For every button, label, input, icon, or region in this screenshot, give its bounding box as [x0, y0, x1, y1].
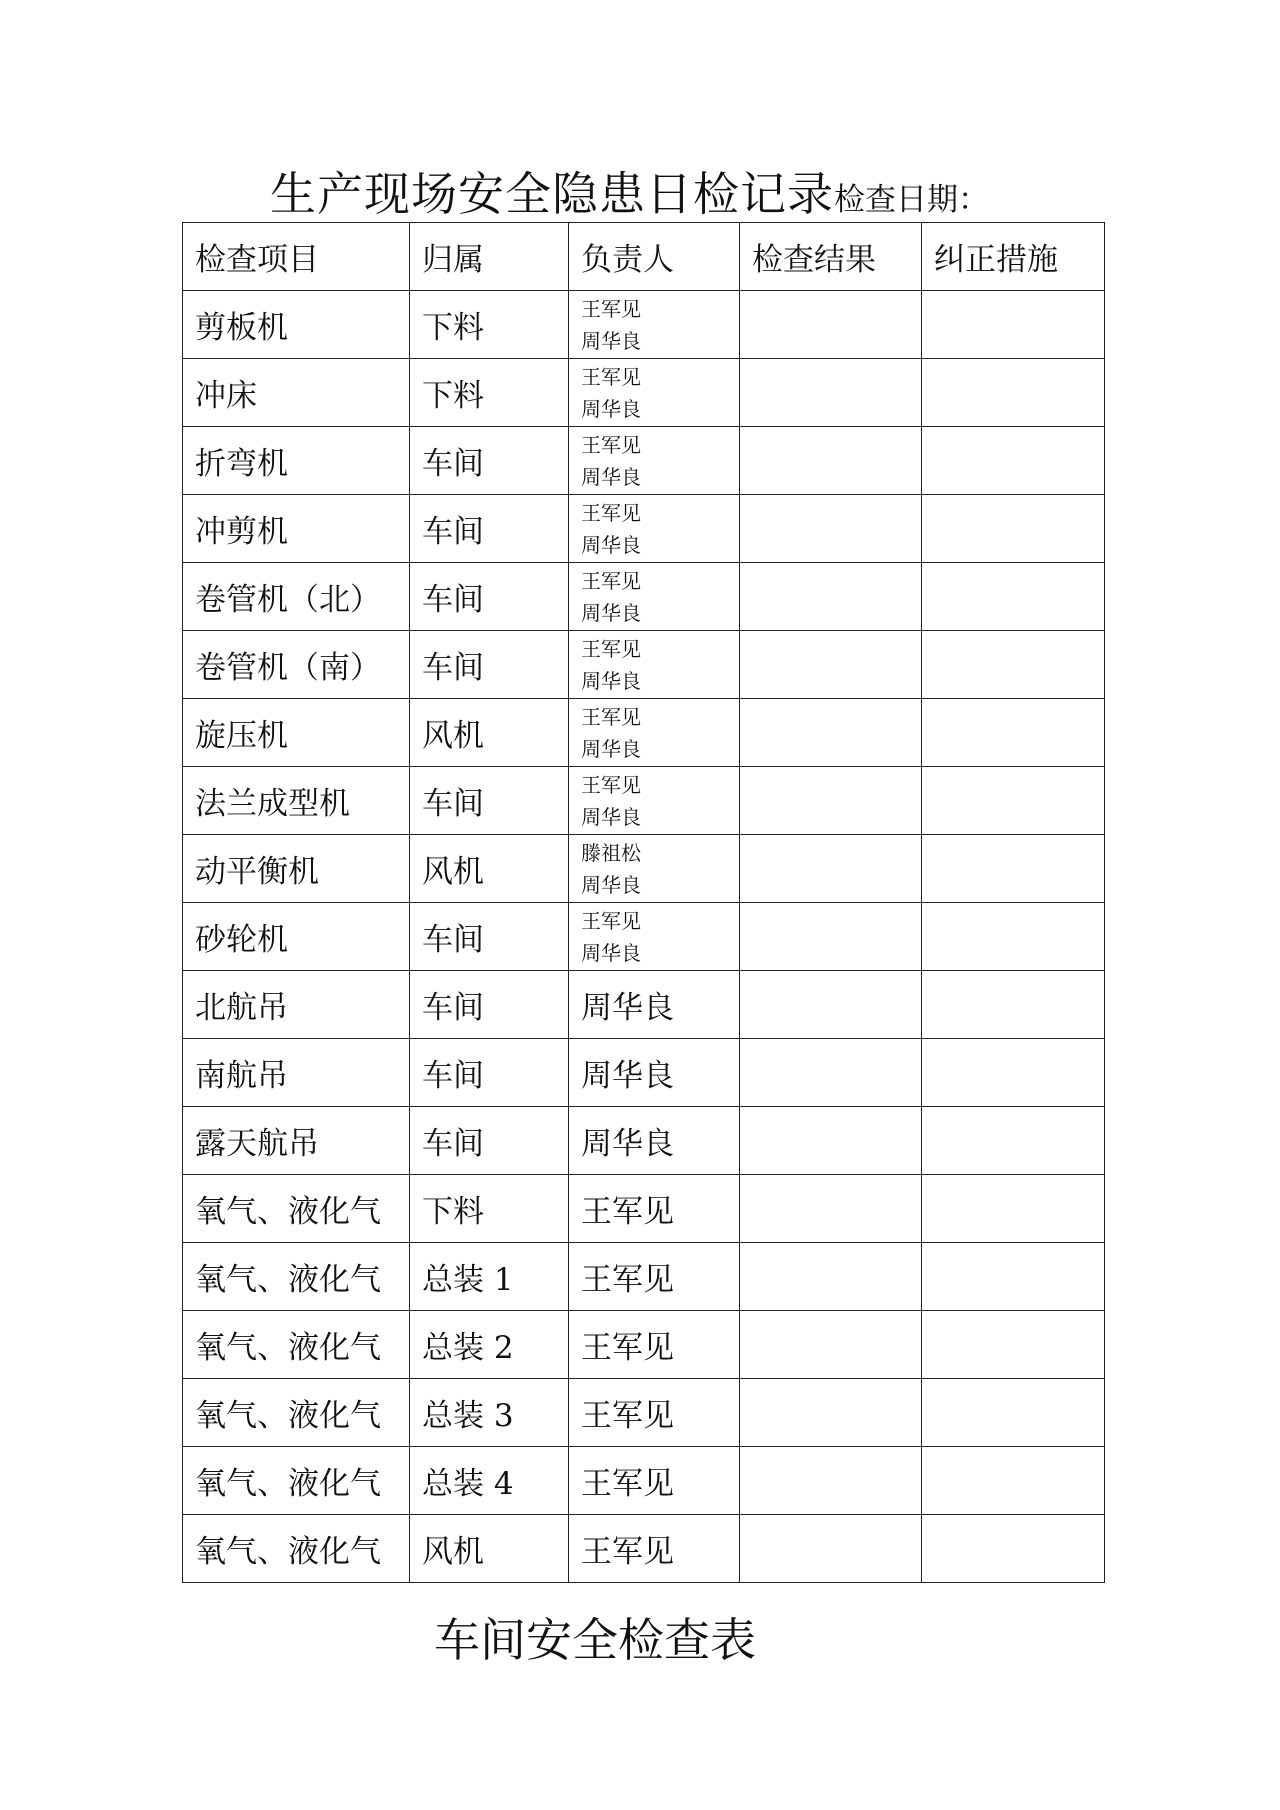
- cell-item: 露天航吊: [183, 1107, 410, 1175]
- owner-name: 周华良: [581, 464, 641, 489]
- owner-name: 王军见: [581, 364, 641, 389]
- cell-item: 氧气、液化气: [183, 1311, 410, 1379]
- cell-group: 下料: [410, 291, 569, 359]
- cell-result: [740, 1039, 922, 1107]
- table-row: [183, 631, 1105, 699]
- column-header-owner: 负责人: [569, 223, 740, 291]
- cell-fix: [922, 971, 1105, 1039]
- cell-fix: [922, 291, 1105, 359]
- cell-result: [740, 427, 922, 495]
- cell-group: 车间: [410, 1107, 569, 1175]
- cell-result: [740, 1447, 922, 1515]
- owner-name: 滕祖松: [581, 840, 641, 865]
- column-header-item: 检查项目: [183, 223, 410, 291]
- table-row: [183, 1107, 1105, 1175]
- cell-group: 车间: [410, 1039, 569, 1107]
- cell-owner: [569, 699, 740, 767]
- table-row: [183, 1447, 1105, 1515]
- cell-owner: [569, 631, 740, 699]
- cell-fix: [922, 1243, 1105, 1311]
- table-row: [183, 563, 1105, 631]
- cell-fix: [922, 903, 1105, 971]
- cell-item: 卷管机（北）: [183, 563, 410, 631]
- cell-fix: [922, 1515, 1105, 1583]
- cell-result: [740, 631, 922, 699]
- cell-group: 下料: [410, 1175, 569, 1243]
- cell-group: 总装 3: [410, 1379, 569, 1447]
- owner-name: 周华良: [581, 328, 641, 353]
- cell-group: 风机: [410, 699, 569, 767]
- cell-owner: 王军见: [569, 1379, 740, 1447]
- cell-item: 北航吊: [183, 971, 410, 1039]
- cell-fix: [922, 495, 1105, 563]
- cell-group: 车间: [410, 427, 569, 495]
- owner-name: 王军见: [581, 636, 641, 661]
- cell-fix: [922, 699, 1105, 767]
- table-row: [183, 971, 1105, 1039]
- cell-group: 车间: [410, 495, 569, 563]
- owner-name: 王军见: [581, 772, 641, 797]
- table-row: [183, 903, 1105, 971]
- owner-name: 周华良: [581, 396, 641, 421]
- table-row: [183, 1379, 1105, 1447]
- owner-name: 王军见: [581, 432, 641, 457]
- cell-fix: [922, 1311, 1105, 1379]
- cell-owner: 周华良: [569, 1107, 740, 1175]
- table-row: [183, 359, 1105, 427]
- table-row: [183, 1039, 1105, 1107]
- cell-item: 氧气、液化气: [183, 1175, 410, 1243]
- cell-owner: [569, 767, 740, 835]
- table-row: [183, 1175, 1105, 1243]
- cell-owner: [569, 563, 740, 631]
- cell-result: [740, 359, 922, 427]
- table-row: [183, 1515, 1105, 1583]
- cell-group: 车间: [410, 971, 569, 1039]
- cell-group: 总装 2: [410, 1311, 569, 1379]
- column-header-fix: 纠正措施: [922, 223, 1105, 291]
- cell-owner: [569, 427, 740, 495]
- cell-owner: [569, 359, 740, 427]
- cell-owner: 周华良: [569, 971, 740, 1039]
- owner-name: 周华良: [581, 600, 641, 625]
- cell-result: [740, 767, 922, 835]
- owner-name: 周华良: [581, 940, 641, 965]
- table-row: [183, 291, 1105, 359]
- cell-result: [740, 563, 922, 631]
- cell-result: [740, 835, 922, 903]
- cell-owner: 周华良: [569, 1039, 740, 1107]
- cell-owner: 王军见: [569, 1447, 740, 1515]
- cell-fix: [922, 767, 1105, 835]
- cell-item: 氧气、液化气: [183, 1379, 410, 1447]
- cell-owner: 王军见: [569, 1311, 740, 1379]
- table-row: [183, 835, 1105, 903]
- document-title: 生产现场安全隐患日检记录: [270, 167, 834, 221]
- cell-result: [740, 699, 922, 767]
- cell-fix: [922, 563, 1105, 631]
- cell-group: 风机: [410, 835, 569, 903]
- table-row: [183, 1243, 1105, 1311]
- cell-item: 氧气、液化气: [183, 1515, 410, 1583]
- cell-result: [740, 1311, 922, 1379]
- owner-name: 周华良: [581, 804, 641, 829]
- owner-name: 周华良: [581, 668, 641, 693]
- cell-owner: 王军见: [569, 1243, 740, 1311]
- table-row: [183, 699, 1105, 767]
- footer-title: 车间安全检查表: [434, 1613, 756, 1667]
- cell-group: 风机: [410, 1515, 569, 1583]
- cell-fix: [922, 1107, 1105, 1175]
- cell-item: 冲床: [183, 359, 410, 427]
- cell-result: [740, 1515, 922, 1583]
- owner-name: 王军见: [581, 704, 641, 729]
- cell-fix: [922, 359, 1105, 427]
- table-row: [183, 1311, 1105, 1379]
- column-header-result: 检查结果: [740, 223, 922, 291]
- cell-item: 砂轮机: [183, 903, 410, 971]
- cell-group: 车间: [410, 631, 569, 699]
- cell-item: 动平衡机: [183, 835, 410, 903]
- cell-result: [740, 1107, 922, 1175]
- inspection-table: [182, 222, 1105, 1583]
- cell-item: 法兰成型机: [183, 767, 410, 835]
- cell-owner: 王军见: [569, 1515, 740, 1583]
- owner-name: 王军见: [581, 908, 641, 933]
- cell-fix: [922, 1447, 1105, 1515]
- cell-item: 冲剪机: [183, 495, 410, 563]
- cell-owner: [569, 835, 740, 903]
- cell-result: [740, 903, 922, 971]
- cell-group: 总装 1: [410, 1243, 569, 1311]
- owner-name: 周华良: [581, 872, 641, 897]
- cell-result: [740, 1379, 922, 1447]
- cell-fix: [922, 427, 1105, 495]
- owner-name: 王军见: [581, 296, 641, 321]
- owner-name: 周华良: [581, 532, 641, 557]
- table-body: [183, 291, 1105, 1583]
- table-row: [183, 495, 1105, 563]
- cell-fix: [922, 1379, 1105, 1447]
- cell-item: 剪板机: [183, 291, 410, 359]
- cell-item: 卷管机（南）: [183, 631, 410, 699]
- document-title-line: [270, 158, 989, 224]
- cell-owner: [569, 291, 740, 359]
- table-row: [183, 427, 1105, 495]
- cell-owner: [569, 495, 740, 563]
- cell-result: [740, 291, 922, 359]
- cell-owner: [569, 903, 740, 971]
- owner-name: 王军见: [581, 568, 641, 593]
- cell-result: [740, 971, 922, 1039]
- cell-result: [740, 1175, 922, 1243]
- cell-item: 南航吊: [183, 1039, 410, 1107]
- cell-group: 车间: [410, 903, 569, 971]
- cell-result: [740, 1243, 922, 1311]
- cell-fix: [922, 1175, 1105, 1243]
- cell-group: 车间: [410, 767, 569, 835]
- cell-item: 旋压机: [183, 699, 410, 767]
- table-row: [183, 767, 1105, 835]
- cell-owner: 王军见: [569, 1175, 740, 1243]
- owner-name: 王军见: [581, 500, 641, 525]
- cell-item: 氧气、液化气: [183, 1243, 410, 1311]
- cell-fix: [922, 835, 1105, 903]
- column-header-group: 归属: [410, 223, 569, 291]
- cell-fix: [922, 631, 1105, 699]
- owner-name: 周华良: [581, 736, 641, 761]
- cell-group: 下料: [410, 359, 569, 427]
- cell-group: 总装 4: [410, 1447, 569, 1515]
- cell-group: 车间: [410, 563, 569, 631]
- table-header-row: [183, 223, 1105, 291]
- inspection-date-label: 检查日期：: [834, 182, 989, 218]
- cell-result: [740, 495, 922, 563]
- cell-fix: [922, 1039, 1105, 1107]
- cell-item: 折弯机: [183, 427, 410, 495]
- cell-item: 氧气、液化气: [183, 1447, 410, 1515]
